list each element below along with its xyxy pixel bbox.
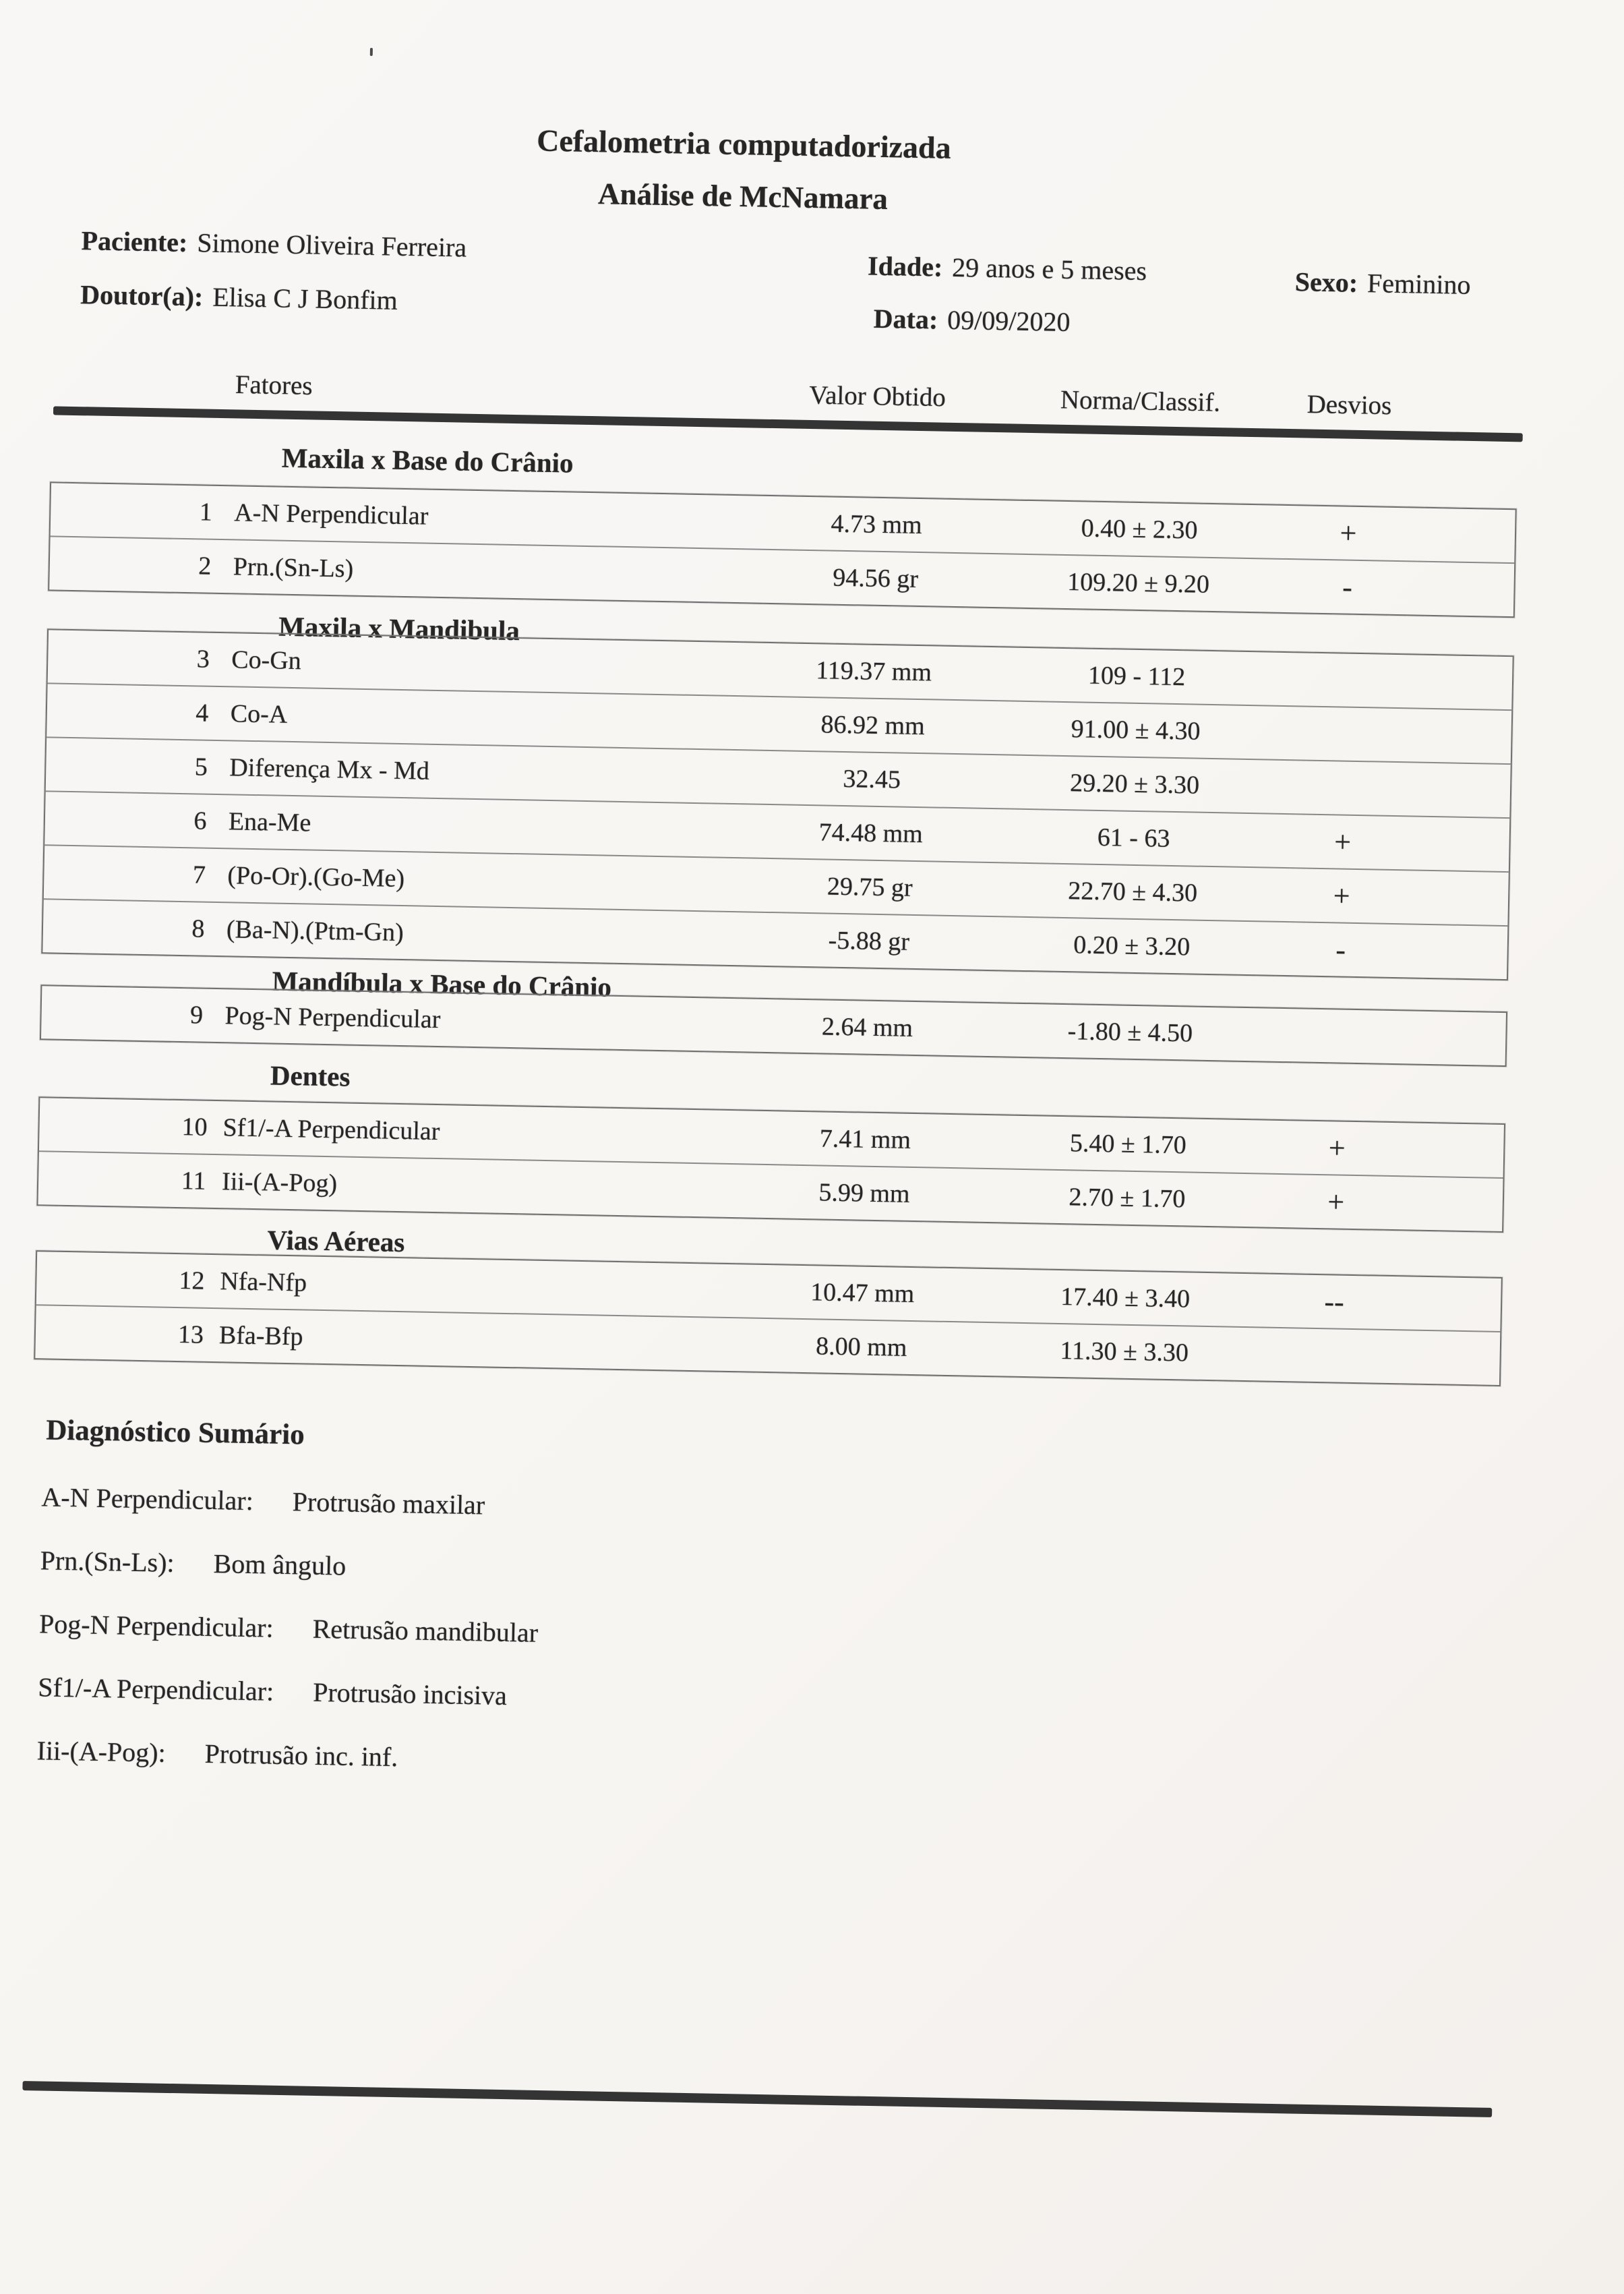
sex-label: Sexo: (1294, 266, 1358, 298)
measured-value: 94.56 gr (832, 563, 919, 593)
header-norma-classif: Norma/Classif. (1060, 385, 1221, 417)
deviation-indicator: - (1335, 933, 1346, 967)
diagnosis-item (36, 1734, 398, 1773)
factor-name: Sf1/-A Perpendicular (222, 1113, 440, 1146)
norm-value: 29.20 ± 3.30 (1069, 769, 1200, 800)
factor-name: Nfa-Nfp (220, 1267, 307, 1297)
diagnosis-label: Sf1/-A Perpendicular: (37, 1672, 274, 1707)
factor-name: Pog-N Perpendicular (224, 1001, 441, 1034)
date-label: Data: (873, 303, 938, 335)
diagnosis-value: Bom ângulo (213, 1548, 347, 1581)
diagnosis-item (40, 1544, 346, 1581)
age-value: 29 anos e 5 meses (951, 252, 1147, 287)
norm-value: 2.70 ± 1.70 (1069, 1183, 1186, 1214)
table-section-box (41, 628, 1513, 980)
row-number: 5 (194, 753, 208, 782)
scan-artifact (370, 48, 373, 56)
factor-name: (Ba-N).(Ptm-Gn) (226, 915, 404, 947)
section-heading-maxila-base-cranio: Maxila x Base do Crânio (281, 442, 574, 479)
patient-name-field (81, 225, 467, 263)
table-row (41, 986, 1506, 1065)
row-number: 3 (196, 645, 210, 674)
section-heading-vias-aereas: Vias Aéreas (267, 1224, 405, 1258)
factor-name: Ena-Me (228, 807, 311, 837)
norm-value: 5.40 ± 1.70 (1069, 1129, 1187, 1160)
deviation-indicator (1287, 1035, 1391, 1037)
row-number: 7 (192, 860, 206, 889)
section-heading-mandibula-base-cranio: Mandíbula x Base do Crânio (272, 965, 612, 1003)
doctor-field (80, 278, 398, 316)
norm-value: 91.00 ± 4.30 (1071, 715, 1201, 746)
table-section-box (48, 481, 1517, 618)
deviation-indicator: - (1342, 570, 1353, 604)
measured-value: 8.00 mm (815, 1332, 907, 1362)
norm-value: 61 - 63 (1097, 823, 1170, 853)
header-valor-obtido: Valor Obtido (808, 380, 946, 413)
deviation-indicator (1294, 679, 1397, 681)
diagnosis-value: Protrusão inc. inf. (204, 1738, 398, 1773)
measured-value: 10.47 mm (810, 1278, 915, 1309)
diagnosis-item (39, 1608, 539, 1649)
deviation-indicator: + (1340, 516, 1357, 550)
deviation-indicator: + (1333, 825, 1352, 859)
norm-value: 0.40 ± 2.30 (1081, 514, 1198, 545)
diagnosis-value: Protrusão incisiva (312, 1676, 508, 1711)
factor-name: Prn.(Sn-Ls) (233, 552, 354, 583)
measured-value: 74.48 mm (818, 818, 924, 849)
factor-name: Co-Gn (231, 645, 302, 676)
factor-name: Iii-(A-Pog) (221, 1167, 338, 1198)
row-number: 12 (179, 1266, 205, 1295)
document-title: Cefalometria computadorizada (536, 123, 952, 165)
factor-name: Co-A (230, 699, 288, 729)
row-number: 4 (195, 699, 209, 728)
row-number: 8 (191, 914, 205, 943)
diagnosis-label: Prn.(Sn-Ls): (40, 1545, 175, 1579)
factor-name: A-N Perpendicular (233, 498, 429, 531)
row-number: 10 (181, 1113, 208, 1142)
date-value: 09/09/2020 (946, 304, 1071, 338)
measured-value: 32.45 (843, 764, 901, 794)
table-section-box (40, 984, 1507, 1067)
row-number: 2 (198, 552, 212, 581)
norm-value: 109.20 ± 9.20 (1066, 568, 1210, 599)
diagnosis-value: Protrusão maxilar (292, 1486, 485, 1521)
norm-value: 11.30 ± 3.30 (1060, 1336, 1189, 1367)
measured-value: 4.73 mm (831, 509, 923, 540)
patient-name-label: Paciente: (81, 225, 188, 258)
table-section-box (34, 1250, 1503, 1386)
age-field (868, 250, 1147, 287)
doctor-value: Elisa C J Bonfim (212, 281, 398, 316)
sex-value: Feminino (1366, 268, 1471, 300)
measured-value: 5.99 mm (818, 1178, 910, 1208)
measured-value: 2.64 mm (821, 1012, 913, 1042)
measured-value: 119.37 mm (815, 656, 932, 687)
diagnosis-heading: Diagnóstico Sumário (45, 1414, 305, 1451)
norm-value: 0.20 ± 3.20 (1073, 931, 1191, 962)
deviation-indicator (1292, 787, 1395, 789)
measured-value: 7.41 mm (819, 1124, 911, 1154)
doctor-label: Doutor(a): (80, 279, 204, 312)
analysis-subtitle: Análise de McNamara (597, 177, 889, 216)
sex-field (1294, 266, 1470, 301)
deviation-indicator: + (1327, 1185, 1345, 1219)
deviation-indicator: + (1333, 879, 1351, 913)
diagnosis-item (38, 1671, 507, 1711)
factor-name: (Po-Or).(Go-Me) (227, 861, 405, 893)
age-label: Idade: (867, 250, 943, 283)
row-number: 11 (181, 1167, 206, 1196)
table-section-box (36, 1096, 1505, 1233)
norm-value: 17.40 ± 3.40 (1060, 1283, 1191, 1314)
footer-rule (22, 2081, 1492, 2117)
deviation-indicator (1293, 733, 1397, 735)
diagnosis-label: Pog-N Perpendicular: (38, 1608, 274, 1643)
deviation-indicator: -- (1324, 1285, 1345, 1319)
diagnosis-label: A-N Perpendicular: (41, 1481, 254, 1517)
section-heading-maxila-mandibula: Maxila x Mandibula (278, 610, 520, 647)
header-desvios: Desvios (1306, 390, 1392, 421)
header-fatores: Fatores (235, 370, 313, 401)
measured-value: 29.75 gr (826, 872, 913, 902)
measured-value: 86.92 mm (820, 710, 926, 741)
diagnosis-label: Iii-(A-Pog): (36, 1735, 167, 1768)
factor-name: Diferença Mx - Md (229, 753, 430, 786)
section-heading-dentes: Dentes (270, 1059, 351, 1092)
deviation-indicator (1282, 1355, 1385, 1357)
row-number: 1 (199, 498, 213, 527)
row-number: 9 (189, 1001, 204, 1030)
date-field (873, 303, 1071, 338)
norm-value: 22.70 ± 4.30 (1067, 877, 1198, 908)
factor-name: Bfa-Bfp (218, 1321, 303, 1351)
norm-value: 109 - 112 (1087, 661, 1186, 692)
row-number: 13 (177, 1320, 204, 1349)
norm-value: -1.80 ± 4.50 (1067, 1017, 1193, 1048)
patient-name-value: Simone Oliveira Ferreira (196, 227, 467, 263)
diagnosis-value: Retrusão mandibular (312, 1613, 539, 1648)
diagnosis-item (41, 1481, 485, 1521)
row-number: 6 (193, 806, 207, 835)
measured-value: -5.88 gr (828, 926, 910, 956)
deviation-indicator: + (1328, 1131, 1346, 1165)
